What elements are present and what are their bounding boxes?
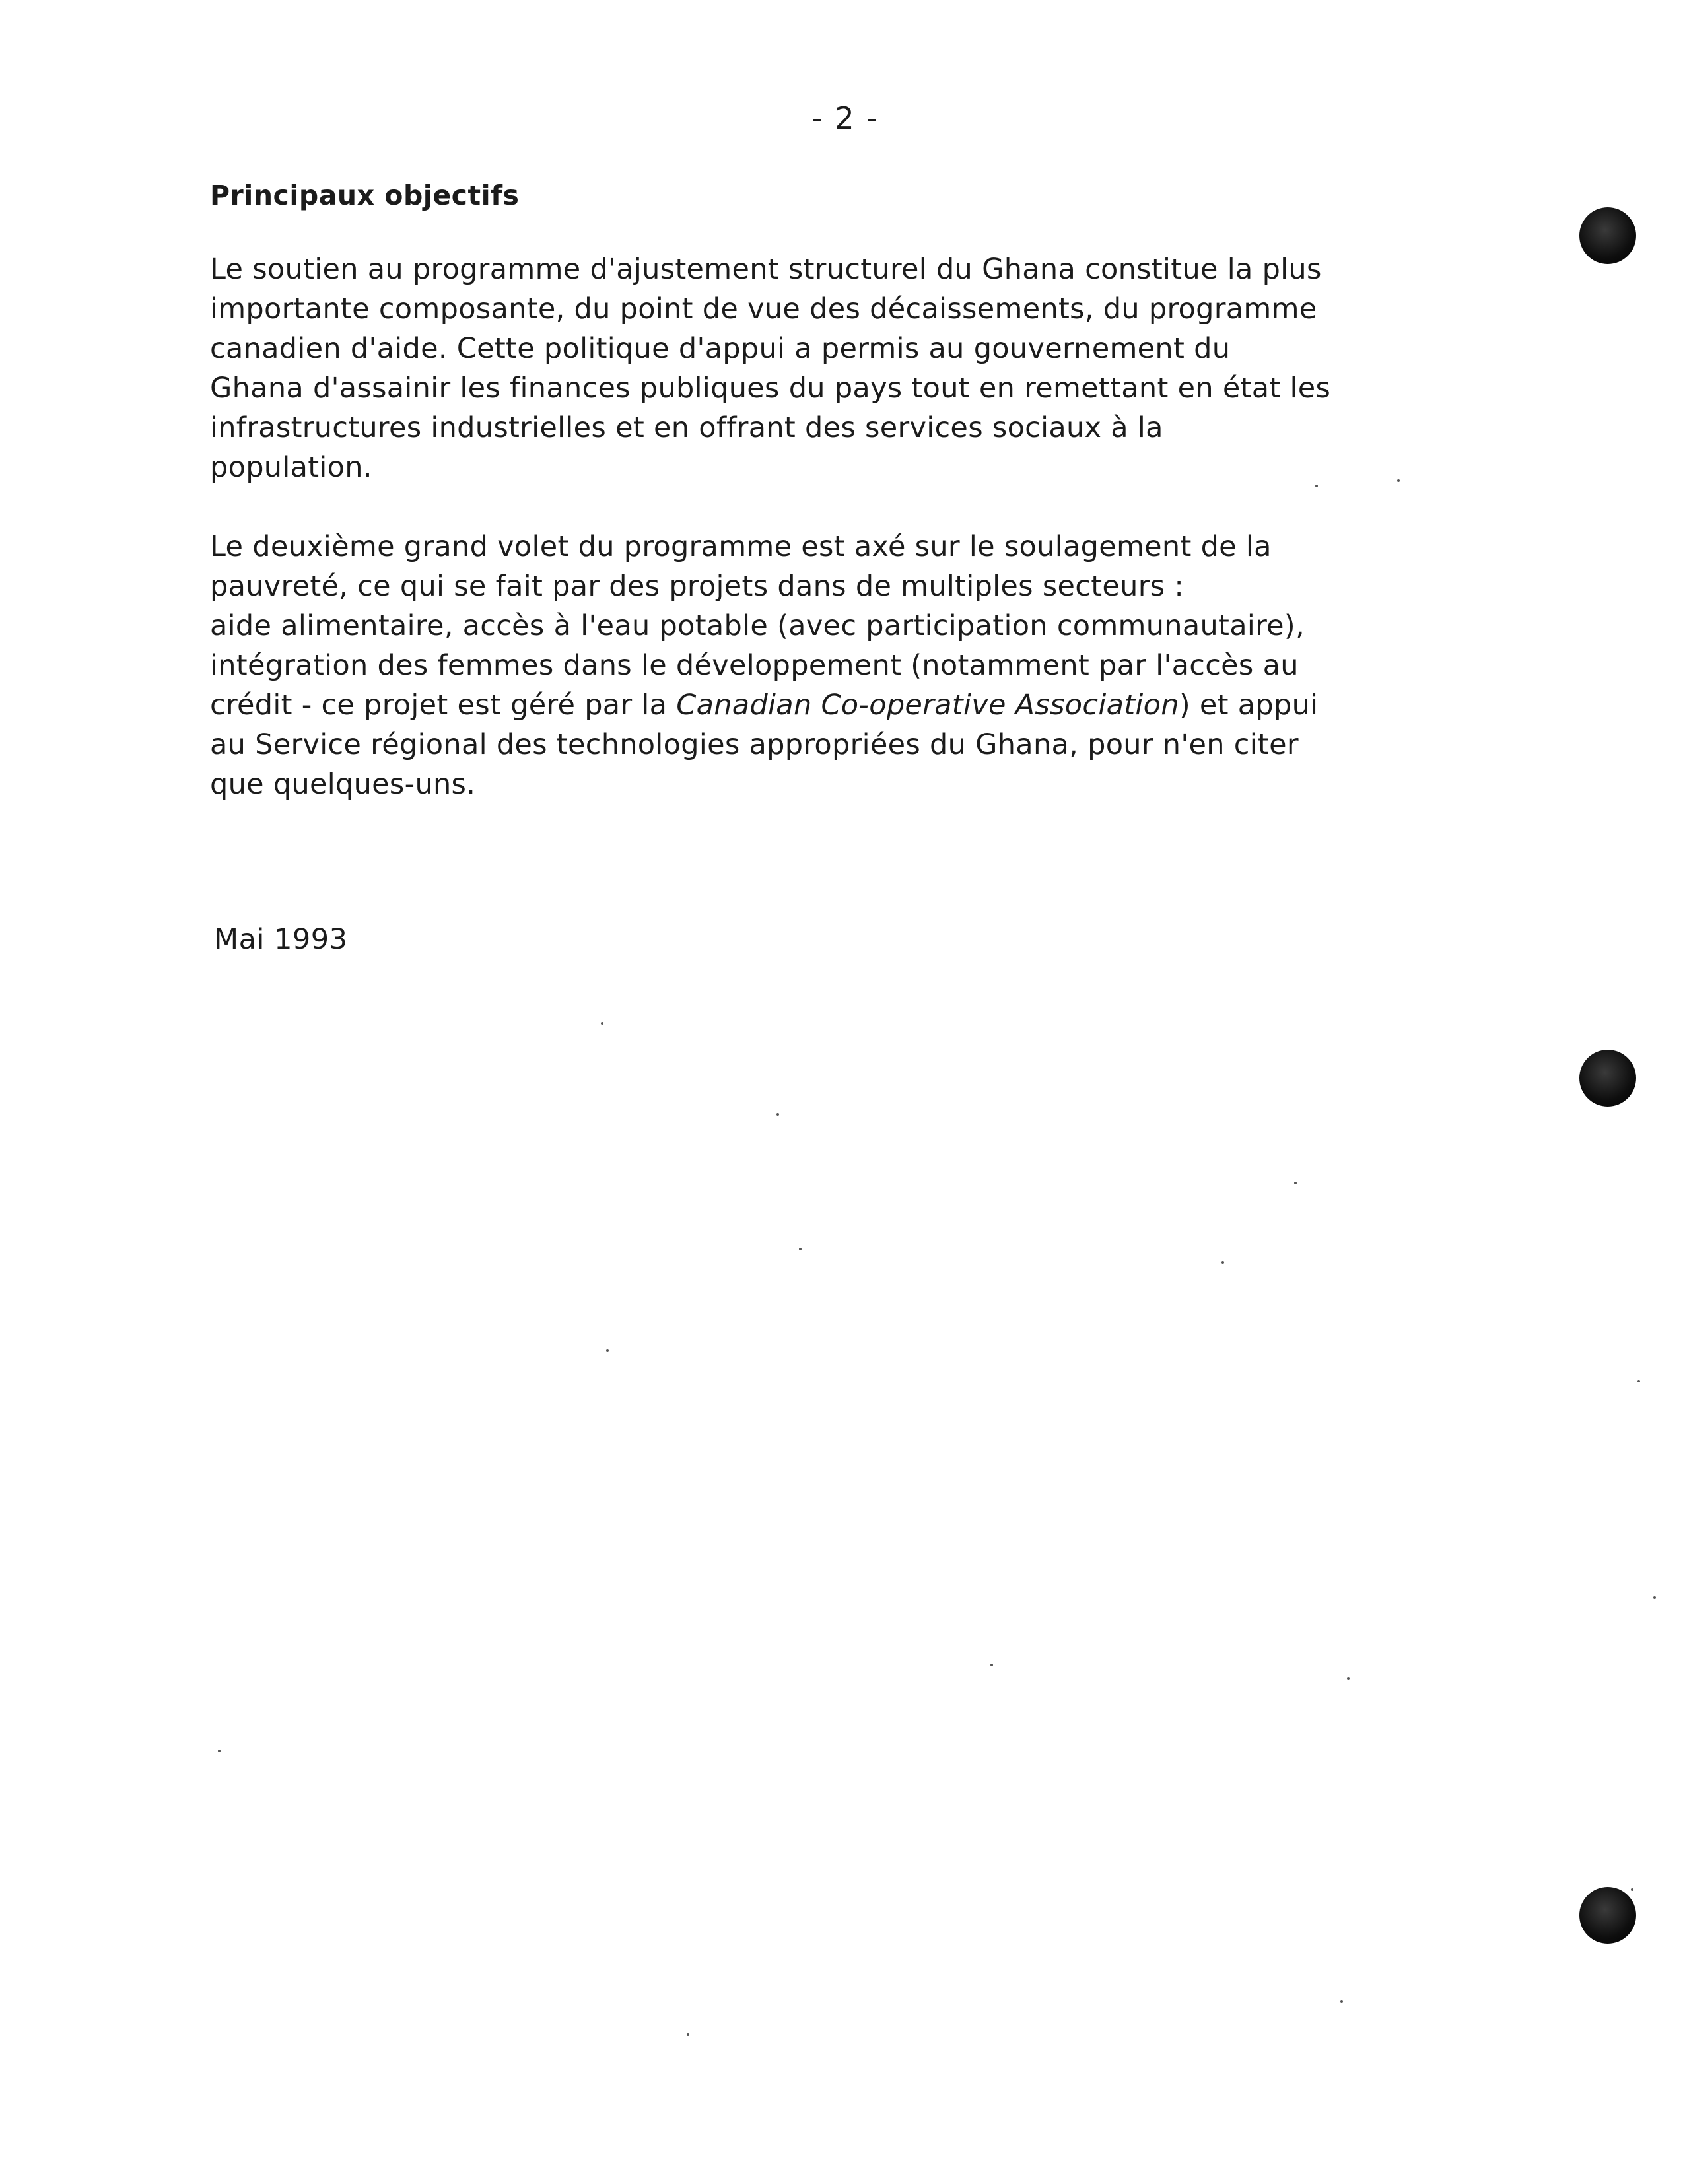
scan-speck (799, 1248, 802, 1250)
scan-speck (1631, 1888, 1633, 1891)
paragraph-line: pauvreté, ce qui se fait par des projets dans de multiples secteurs : (210, 570, 1185, 603)
scan-speck (1653, 1596, 1656, 1599)
scan-speck (1315, 485, 1318, 487)
scan-speck (687, 2033, 689, 2036)
scan-speck (1340, 2000, 1343, 2003)
scan-speck (1637, 1380, 1640, 1382)
punch-hole-middle (1579, 1050, 1636, 1107)
paragraph-line: population. (210, 451, 372, 484)
scan-speck (606, 1349, 609, 1352)
scan-speck (990, 1664, 993, 1666)
punch-hole-top (1579, 207, 1636, 264)
scan-speck (1294, 1182, 1297, 1184)
paragraph-structural-adjustment (210, 250, 1478, 487)
paragraph-line: infrastructures industrielles et en offrant des services sociaux à la (210, 411, 1163, 444)
paragraph-line (210, 685, 1478, 725)
paragraph-line: aide alimentaire, accès à l'eau potable (avec participation communautaire), (210, 609, 1305, 642)
paragraph-line: canadien d'aide. Cette politique d'appui a permis au gouvernement du (210, 332, 1231, 365)
paragraph-line: Ghana d'assainir les finances publiques du pays tout en remettant en état les (210, 372, 1331, 405)
scan-speck (218, 1750, 221, 1752)
page-number: - 2 - (811, 100, 879, 136)
document-date: Mai 1993 (214, 923, 348, 956)
line-text: ) et appui (1179, 689, 1319, 722)
paragraph-line: Le soutien au programme d'ajustement structurel du Ghana constitue la plus (210, 253, 1322, 286)
document-body (210, 180, 1478, 844)
paragraph-line: que quelques-uns. (210, 768, 476, 801)
paragraph-line: au Service régional des technologies appropriées du Ghana, pour n'en citer (210, 728, 1299, 761)
paragraph-line: importante composante, du point de vue des décaissements, du programme (210, 292, 1317, 325)
paragraph-poverty-relief (210, 527, 1478, 804)
paragraph-line: Le deuxième grand volet du programme est axé sur le soulagement de la (210, 530, 1272, 563)
paragraph-line: intégration des femmes dans le développement (notamment par l'accès au (210, 649, 1299, 682)
scan-speck (601, 1022, 603, 1025)
organization-name: Canadian Co-operative Association (676, 689, 1179, 722)
scan-speck (1347, 1677, 1350, 1680)
scan-speck (1397, 479, 1400, 482)
scan-speck (776, 1113, 779, 1116)
scan-speck (1221, 1261, 1224, 1264)
section-heading: Principaux objectifs (210, 180, 520, 211)
punch-hole-bottom (1579, 1887, 1636, 1944)
line-text: crédit - ce projet est géré par la (210, 689, 677, 722)
